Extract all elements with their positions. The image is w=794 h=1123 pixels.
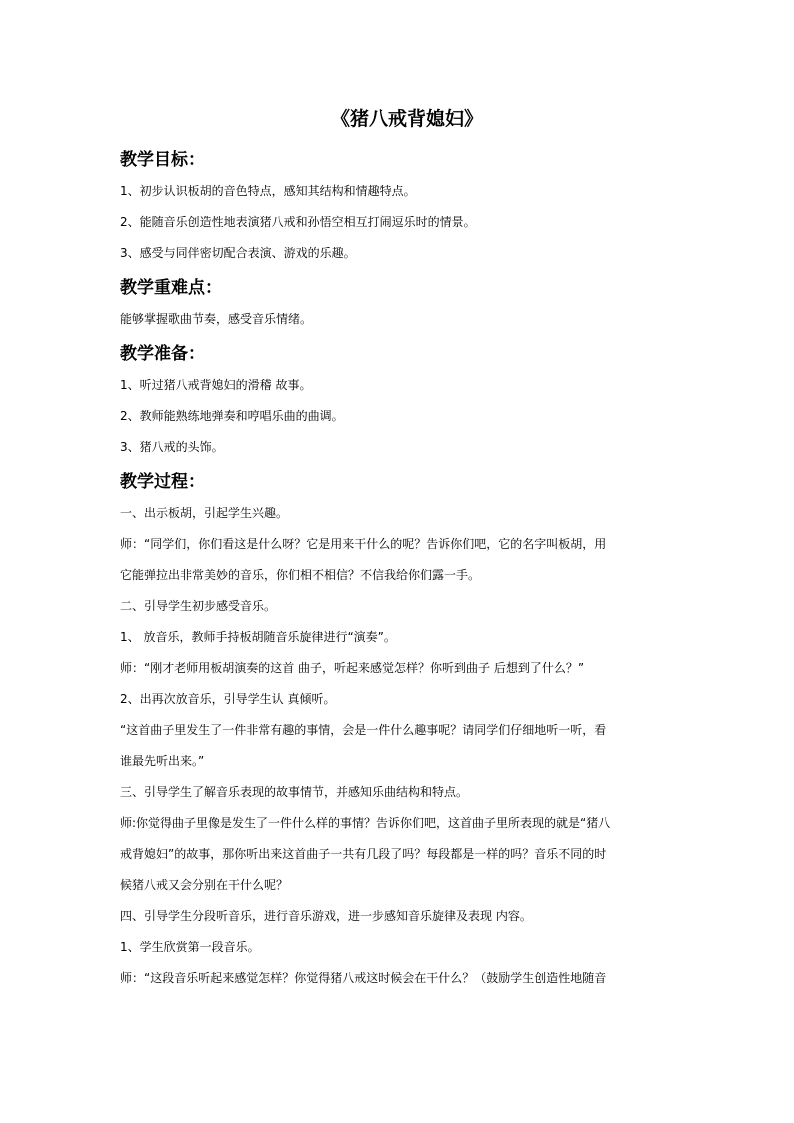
section-heading-process: 教学过程：	[120, 472, 205, 492]
process-line: 师：“这段音乐听起来感觉怎样？你觉得猪八戒这时候会在干什么？（鼓励学生创造性地随音	[120, 971, 607, 985]
process-line: 四、引导学生分段听音乐，进行音乐游戏，进一步感知音乐旋律及表现 内容。	[120, 909, 532, 923]
process-line: 2、出再次放音乐，引导学生认 真倾听。	[120, 692, 336, 706]
goal-item: 2、能随音乐创造性地表演猪八戒和孙悟空相互打闹逗乐时的情景。	[120, 215, 476, 229]
preparation-item: 2、教师能熟练地弹奏和哼唱乐曲的曲调。	[120, 409, 344, 423]
process-line: 二、引导学生初步感受音乐。	[120, 599, 277, 613]
process-line: 1、 放音乐，教师手持板胡随音乐旋律进行“演奏”。	[120, 630, 396, 644]
process-line: 1、学生欣赏第一段音乐。	[120, 940, 260, 954]
process-line: 师:你觉得曲子里像是发生了一件什么样的事情？告诉你们吧，这首曲子里所表现的就是“猪八	[120, 816, 611, 830]
process-line: 三、引导学生了解音乐表现的故事情节，并感知乐曲结构和特点。	[120, 785, 469, 799]
goal-item: 3、感受与同伴密切配合表演、游戏的乐趣。	[120, 246, 356, 260]
process-line: 它能弹拉出非常美妙的音乐，你们相不相信？不信我给你们露一手。	[120, 568, 481, 582]
key-point-item: 能够掌握歌曲节奏，感受音乐情绪。	[120, 312, 313, 326]
section-heading-preparation: 教学准备：	[120, 344, 205, 364]
process-line: 戒背媳妇”的故事，那你听出来这首曲子一共有几段了吗？每段都是一样的吗？音乐不同的时	[120, 847, 607, 861]
section-heading-goals: 教学目标：	[120, 150, 205, 170]
preparation-item: 3、猪八戒的头饰。	[120, 440, 224, 454]
section-heading-key-points: 教学重难点：	[120, 278, 222, 298]
process-line: 师：“同学们，你们看这是什么呀？它是用来干什么的呢？告诉你们吧，它的名字叫板胡，用	[120, 537, 607, 551]
document-title: 《猪八戒背媳妇》	[330, 108, 483, 130]
goal-item: 1、初步认识板胡的音色特点，感知其结构和情趣特点。	[120, 184, 416, 198]
process-line: 谁最先听出来。”	[120, 754, 205, 768]
process-line: 师：“刚才老师用板胡演奏的这首 曲子，听起来感觉怎样？你听到曲子 后想到了什么？”	[120, 661, 585, 675]
process-line: “这首曲子里发生了一件非常有趣的事情，会是一件什么趣事呢？请同学们仔细地听一听，看	[120, 723, 607, 737]
preparation-item: 1、听过猪八戒背媳妇的滑稽 故事。	[120, 378, 312, 392]
process-line: 候猪八戒又会分别在干什么呢？	[120, 878, 289, 892]
document-body	[120, 104, 676, 994]
process-line: 一、出示板胡，引起学生兴趣。	[120, 506, 289, 520]
